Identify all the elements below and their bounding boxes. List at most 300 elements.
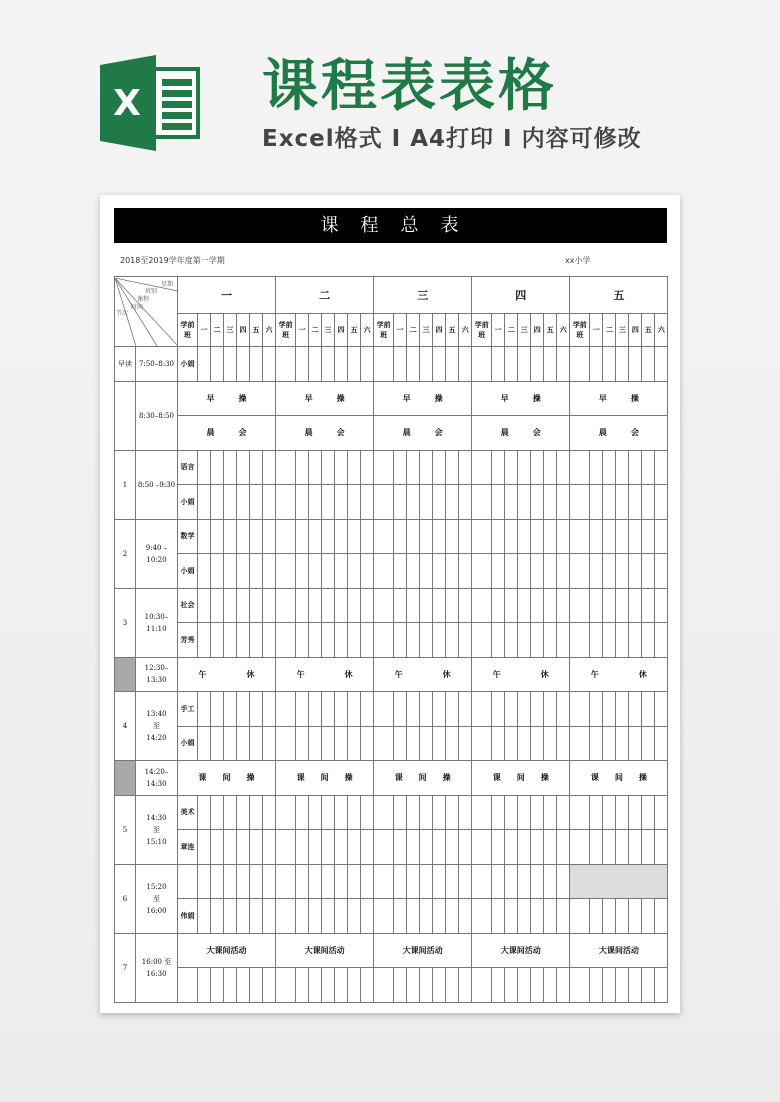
grid-cell[interactable] (237, 485, 250, 520)
grid-cell[interactable] (642, 692, 655, 727)
grid-cell[interactable] (296, 864, 309, 899)
grid-cell[interactable] (544, 554, 557, 589)
grid-cell[interactable] (557, 830, 570, 865)
grid-cell[interactable] (237, 554, 250, 589)
grid-cell[interactable] (309, 830, 322, 865)
grid-cell[interactable] (446, 623, 459, 658)
grid-cell[interactable] (544, 864, 557, 899)
shaded-cell[interactable] (570, 864, 668, 899)
grid-cell[interactable] (309, 795, 322, 830)
grid-cell[interactable] (616, 554, 629, 589)
grid-cell[interactable] (322, 795, 335, 830)
grid-cell[interactable] (394, 347, 407, 382)
grid-cell[interactable] (642, 519, 655, 554)
grid-cell[interactable] (211, 519, 224, 554)
grid-cell[interactable] (361, 830, 374, 865)
grid-cell[interactable] (531, 450, 544, 485)
grid-cell[interactable] (309, 899, 322, 934)
grid-cell[interactable] (348, 623, 361, 658)
grid-cell[interactable] (570, 968, 590, 1003)
grid-cell[interactable] (531, 554, 544, 589)
grid-cell[interactable] (459, 899, 472, 934)
grid-cell[interactable] (518, 450, 531, 485)
grid-cell[interactable] (446, 450, 459, 485)
grid-cell[interactable] (211, 692, 224, 727)
grid-cell[interactable] (433, 899, 446, 934)
grid-cell[interactable] (237, 588, 250, 623)
grid-cell[interactable] (570, 623, 590, 658)
grid-cell[interactable] (263, 588, 276, 623)
subject-cell[interactable]: 数学 (178, 519, 198, 554)
grid-cell[interactable] (629, 623, 642, 658)
grid-cell[interactable] (492, 968, 505, 1003)
grid-cell[interactable] (492, 588, 505, 623)
grid-cell[interactable] (420, 899, 433, 934)
grid-cell[interactable] (518, 968, 531, 1003)
grid-cell[interactable] (492, 450, 505, 485)
grid-cell[interactable] (616, 830, 629, 865)
grid-cell[interactable] (433, 347, 446, 382)
grid-cell[interactable] (322, 588, 335, 623)
grid-cell[interactable] (309, 864, 322, 899)
grid-cell[interactable] (505, 588, 518, 623)
grid-cell[interactable] (407, 588, 420, 623)
grid-cell[interactable] (570, 726, 590, 761)
grid-cell[interactable] (590, 830, 603, 865)
grid-cell[interactable] (263, 726, 276, 761)
grid-cell[interactable] (374, 726, 394, 761)
grid-cell[interactable] (224, 588, 237, 623)
grid-cell[interactable] (629, 692, 642, 727)
grid-cell[interactable] (518, 519, 531, 554)
grid-cell[interactable] (642, 485, 655, 520)
grid-cell[interactable] (420, 485, 433, 520)
grid-cell[interactable] (433, 692, 446, 727)
grid-cell[interactable] (374, 554, 394, 589)
grid-cell[interactable] (531, 968, 544, 1003)
grid-cell[interactable] (394, 485, 407, 520)
grid-cell[interactable] (407, 726, 420, 761)
grid-cell[interactable] (570, 795, 590, 830)
subject-cell[interactable]: 小娟 (178, 347, 198, 382)
grid-cell[interactable] (472, 485, 492, 520)
grid-cell[interactable] (394, 899, 407, 934)
grid-cell[interactable] (642, 726, 655, 761)
grid-cell[interactable] (446, 726, 459, 761)
grid-cell[interactable] (296, 968, 309, 1003)
grid-cell[interactable] (570, 485, 590, 520)
grid-cell[interactable] (570, 830, 590, 865)
grid-cell[interactable] (276, 485, 296, 520)
grid-cell[interactable] (472, 623, 492, 658)
grid-cell[interactable] (629, 968, 642, 1003)
grid-cell[interactable] (361, 554, 374, 589)
grid-cell[interactable] (446, 588, 459, 623)
grid-cell[interactable] (407, 968, 420, 1003)
grid-cell[interactable] (603, 554, 616, 589)
grid-cell[interactable] (616, 485, 629, 520)
grid-cell[interactable] (505, 450, 518, 485)
grid-cell[interactable] (629, 795, 642, 830)
grid-cell[interactable] (198, 726, 211, 761)
grid-cell[interactable] (224, 795, 237, 830)
grid-cell[interactable] (394, 450, 407, 485)
grid-cell[interactable] (309, 692, 322, 727)
grid-cell[interactable] (557, 726, 570, 761)
grid-cell[interactable] (518, 864, 531, 899)
grid-cell[interactable] (531, 519, 544, 554)
grid-cell[interactable] (361, 692, 374, 727)
grid-cell[interactable] (224, 864, 237, 899)
grid-cell[interactable] (420, 726, 433, 761)
grid-cell[interactable] (309, 485, 322, 520)
grid-cell[interactable] (492, 623, 505, 658)
grid-cell[interactable] (407, 347, 420, 382)
grid-cell[interactable] (616, 899, 629, 934)
grid-cell[interactable] (518, 347, 531, 382)
grid-cell[interactable] (570, 450, 590, 485)
grid-cell[interactable] (590, 795, 603, 830)
grid-cell[interactable] (505, 519, 518, 554)
grid-cell[interactable] (557, 588, 570, 623)
grid-cell[interactable] (518, 692, 531, 727)
grid-cell[interactable] (570, 588, 590, 623)
grid-cell[interactable] (603, 830, 616, 865)
grid-cell[interactable] (374, 968, 394, 1003)
grid-cell[interactable] (655, 830, 668, 865)
grid-cell[interactable] (211, 830, 224, 865)
grid-cell[interactable] (348, 864, 361, 899)
grid-cell[interactable] (616, 347, 629, 382)
grid-cell[interactable] (394, 864, 407, 899)
grid-cell[interactable] (492, 899, 505, 934)
grid-cell[interactable] (531, 864, 544, 899)
grid-cell[interactable] (616, 968, 629, 1003)
grid-cell[interactable] (557, 450, 570, 485)
grid-cell[interactable] (544, 623, 557, 658)
grid-cell[interactable] (472, 347, 492, 382)
grid-cell[interactable] (518, 726, 531, 761)
grid-cell[interactable] (629, 347, 642, 382)
grid-cell[interactable] (211, 450, 224, 485)
grid-cell[interactable] (322, 968, 335, 1003)
subject-cell[interactable]: 语言 (178, 450, 198, 485)
grid-cell[interactable] (374, 864, 394, 899)
grid-cell[interactable] (296, 347, 309, 382)
grid-cell[interactable] (544, 795, 557, 830)
grid-cell[interactable] (518, 795, 531, 830)
grid-cell[interactable] (518, 623, 531, 658)
grid-cell[interactable] (590, 588, 603, 623)
grid-cell[interactable] (544, 830, 557, 865)
grid-cell[interactable] (433, 485, 446, 520)
grid-cell[interactable] (178, 968, 198, 1003)
grid-cell[interactable] (629, 519, 642, 554)
subject-cell[interactable] (178, 864, 198, 899)
grid-cell[interactable] (505, 830, 518, 865)
grid-cell[interactable] (433, 450, 446, 485)
grid-cell[interactable] (348, 830, 361, 865)
grid-cell[interactable] (348, 899, 361, 934)
grid-cell[interactable] (348, 588, 361, 623)
grid-cell[interactable] (198, 623, 211, 658)
grid-cell[interactable] (544, 726, 557, 761)
grid-cell[interactable] (263, 968, 276, 1003)
grid-cell[interactable] (420, 588, 433, 623)
grid-cell[interactable] (322, 347, 335, 382)
grid-cell[interactable] (374, 692, 394, 727)
grid-cell[interactable] (433, 588, 446, 623)
grid-cell[interactable] (224, 899, 237, 934)
grid-cell[interactable] (250, 726, 263, 761)
grid-cell[interactable] (224, 554, 237, 589)
grid-cell[interactable] (237, 968, 250, 1003)
grid-cell[interactable] (263, 485, 276, 520)
grid-cell[interactable] (407, 795, 420, 830)
grid-cell[interactable] (296, 588, 309, 623)
subject-cell[interactable]: 小娟 (178, 554, 198, 589)
grid-cell[interactable] (250, 588, 263, 623)
grid-cell[interactable] (263, 830, 276, 865)
grid-cell[interactable] (237, 830, 250, 865)
grid-cell[interactable] (590, 485, 603, 520)
grid-cell[interactable] (335, 519, 348, 554)
grid-cell[interactable] (250, 830, 263, 865)
grid-cell[interactable] (420, 554, 433, 589)
grid-cell[interactable] (198, 450, 211, 485)
grid-cell[interactable] (459, 347, 472, 382)
grid-cell[interactable] (335, 623, 348, 658)
grid-cell[interactable] (616, 692, 629, 727)
grid-cell[interactable] (570, 519, 590, 554)
grid-cell[interactable] (335, 830, 348, 865)
grid-cell[interactable] (296, 830, 309, 865)
grid-cell[interactable] (531, 485, 544, 520)
grid-cell[interactable] (374, 623, 394, 658)
grid-cell[interactable] (198, 864, 211, 899)
grid-cell[interactable] (655, 450, 668, 485)
grid-cell[interactable] (250, 485, 263, 520)
grid-cell[interactable] (250, 899, 263, 934)
grid-cell[interactable] (459, 864, 472, 899)
grid-cell[interactable] (603, 519, 616, 554)
grid-cell[interactable] (655, 485, 668, 520)
grid-cell[interactable] (348, 450, 361, 485)
grid-cell[interactable] (263, 899, 276, 934)
grid-cell[interactable] (492, 692, 505, 727)
grid-cell[interactable] (394, 588, 407, 623)
grid-cell[interactable] (459, 795, 472, 830)
grid-cell[interactable] (616, 450, 629, 485)
grid-cell[interactable] (361, 726, 374, 761)
grid-cell[interactable] (263, 554, 276, 589)
grid-cell[interactable] (407, 554, 420, 589)
grid-cell[interactable] (544, 899, 557, 934)
grid-cell[interactable] (348, 692, 361, 727)
grid-cell[interactable] (263, 623, 276, 658)
grid-cell[interactable] (224, 830, 237, 865)
grid-cell[interactable] (198, 485, 211, 520)
grid-cell[interactable] (224, 968, 237, 1003)
grid-cell[interactable] (459, 968, 472, 1003)
grid-cell[interactable] (224, 519, 237, 554)
grid-cell[interactable] (590, 554, 603, 589)
grid-cell[interactable] (446, 830, 459, 865)
grid-cell[interactable] (492, 830, 505, 865)
grid-cell[interactable] (224, 726, 237, 761)
grid-cell[interactable] (603, 485, 616, 520)
grid-cell[interactable] (224, 692, 237, 727)
grid-cell[interactable] (198, 519, 211, 554)
grid-cell[interactable] (224, 485, 237, 520)
grid-cell[interactable] (492, 795, 505, 830)
grid-cell[interactable] (374, 485, 394, 520)
grid-cell[interactable] (642, 795, 655, 830)
grid-cell[interactable] (544, 692, 557, 727)
grid-cell[interactable] (361, 485, 374, 520)
grid-cell[interactable] (237, 864, 250, 899)
grid-cell[interactable] (505, 899, 518, 934)
grid-cell[interactable] (276, 830, 296, 865)
grid-cell[interactable] (492, 347, 505, 382)
grid-cell[interactable] (433, 864, 446, 899)
grid-cell[interactable] (557, 899, 570, 934)
grid-cell[interactable] (198, 588, 211, 623)
grid-cell[interactable] (603, 899, 616, 934)
grid-cell[interactable] (276, 450, 296, 485)
grid-cell[interactable] (420, 623, 433, 658)
grid-cell[interactable] (348, 519, 361, 554)
grid-cell[interactable] (309, 519, 322, 554)
grid-cell[interactable] (394, 795, 407, 830)
grid-cell[interactable] (198, 899, 211, 934)
grid-cell[interactable] (276, 864, 296, 899)
grid-cell[interactable] (433, 830, 446, 865)
grid-cell[interactable] (420, 864, 433, 899)
grid-cell[interactable] (446, 519, 459, 554)
grid-cell[interactable] (590, 692, 603, 727)
grid-cell[interactable] (459, 692, 472, 727)
grid-cell[interactable] (322, 485, 335, 520)
grid-cell[interactable] (459, 554, 472, 589)
grid-cell[interactable] (655, 726, 668, 761)
grid-cell[interactable] (394, 830, 407, 865)
grid-cell[interactable] (518, 830, 531, 865)
grid-cell[interactable] (655, 899, 668, 934)
grid-cell[interactable] (322, 899, 335, 934)
grid-cell[interactable] (544, 347, 557, 382)
grid-cell[interactable] (642, 347, 655, 382)
grid-cell[interactable] (603, 795, 616, 830)
grid-cell[interactable] (629, 554, 642, 589)
grid-cell[interactable] (361, 347, 374, 382)
grid-cell[interactable] (322, 450, 335, 485)
grid-cell[interactable] (616, 588, 629, 623)
grid-cell[interactable] (616, 519, 629, 554)
grid-cell[interactable] (361, 864, 374, 899)
grid-cell[interactable] (557, 554, 570, 589)
grid-cell[interactable] (250, 968, 263, 1003)
grid-cell[interactable] (655, 623, 668, 658)
grid-cell[interactable] (394, 726, 407, 761)
grid-cell[interactable] (433, 795, 446, 830)
grid-cell[interactable] (263, 519, 276, 554)
grid-cell[interactable] (237, 623, 250, 658)
grid-cell[interactable] (420, 450, 433, 485)
grid-cell[interactable] (335, 554, 348, 589)
grid-cell[interactable] (322, 623, 335, 658)
grid-cell[interactable] (322, 554, 335, 589)
grid-cell[interactable] (374, 347, 394, 382)
grid-cell[interactable] (616, 795, 629, 830)
grid-cell[interactable] (655, 795, 668, 830)
grid-cell[interactable] (237, 726, 250, 761)
grid-cell[interactable] (459, 519, 472, 554)
grid-cell[interactable] (198, 830, 211, 865)
grid-cell[interactable] (276, 519, 296, 554)
grid-cell[interactable] (544, 450, 557, 485)
grid-cell[interactable] (296, 726, 309, 761)
grid-cell[interactable] (348, 968, 361, 1003)
grid-cell[interactable] (296, 554, 309, 589)
grid-cell[interactable] (361, 623, 374, 658)
subject-cell[interactable]: 小娟 (178, 726, 198, 761)
grid-cell[interactable] (335, 692, 348, 727)
grid-cell[interactable] (276, 795, 296, 830)
grid-cell[interactable] (544, 588, 557, 623)
grid-cell[interactable] (348, 485, 361, 520)
grid-cell[interactable] (322, 692, 335, 727)
grid-cell[interactable] (407, 519, 420, 554)
grid-cell[interactable] (250, 692, 263, 727)
grid-cell[interactable] (629, 726, 642, 761)
grid-cell[interactable] (518, 554, 531, 589)
grid-cell[interactable] (570, 347, 590, 382)
grid-cell[interactable] (472, 968, 492, 1003)
grid-cell[interactable] (459, 726, 472, 761)
grid-cell[interactable] (211, 968, 224, 1003)
grid-cell[interactable] (309, 726, 322, 761)
grid-cell[interactable] (263, 347, 276, 382)
grid-cell[interactable] (374, 899, 394, 934)
grid-cell[interactable] (322, 726, 335, 761)
grid-cell[interactable] (505, 692, 518, 727)
grid-cell[interactable] (642, 588, 655, 623)
grid-cell[interactable] (322, 519, 335, 554)
grid-cell[interactable] (531, 623, 544, 658)
grid-cell[interactable] (296, 623, 309, 658)
grid-cell[interactable] (335, 588, 348, 623)
grid-cell[interactable] (361, 450, 374, 485)
grid-cell[interactable] (198, 554, 211, 589)
grid-cell[interactable] (616, 726, 629, 761)
grid-cell[interactable] (531, 726, 544, 761)
grid-cell[interactable] (518, 485, 531, 520)
grid-cell[interactable] (348, 347, 361, 382)
grid-cell[interactable] (394, 692, 407, 727)
grid-cell[interactable] (420, 347, 433, 382)
grid-cell[interactable] (590, 450, 603, 485)
grid-cell[interactable] (263, 795, 276, 830)
grid-cell[interactable] (250, 450, 263, 485)
grid-cell[interactable] (211, 899, 224, 934)
grid-cell[interactable] (374, 588, 394, 623)
grid-cell[interactable] (309, 347, 322, 382)
grid-cell[interactable] (544, 968, 557, 1003)
grid-cell[interactable] (250, 519, 263, 554)
grid-cell[interactable] (237, 347, 250, 382)
grid-cell[interactable] (420, 830, 433, 865)
